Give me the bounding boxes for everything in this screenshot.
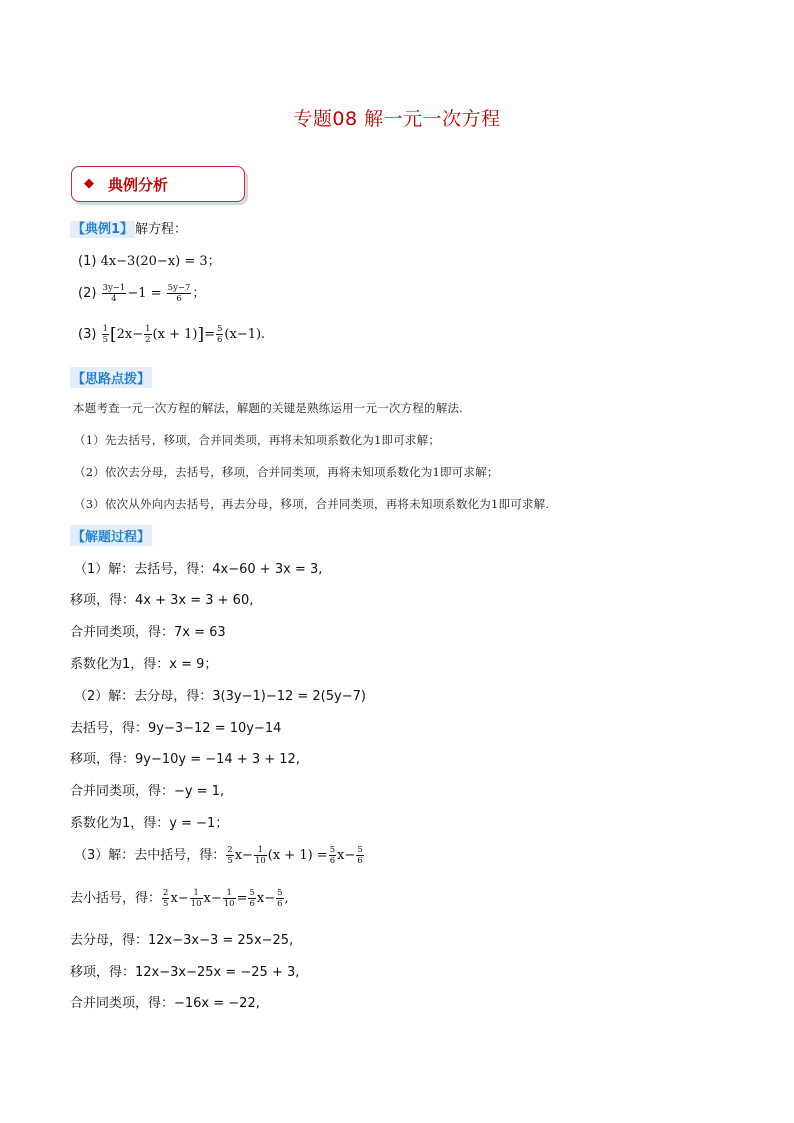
fraction: $\frac{2}{5}$ (227, 845, 233, 866)
fraction: $\frac{2}{5}$ (163, 888, 169, 909)
math-text: = (204, 327, 215, 342)
fraction: $\frac{5}{6}$ (217, 324, 223, 345)
solution-line: 合并同类项，得：−y = 1, (70, 784, 225, 799)
solution-line: 合并同类项，得：7x = 63 (70, 625, 226, 640)
section-header (71, 166, 245, 202)
math-text: x− (234, 848, 253, 863)
fraction: $\frac{5}{6}$ (249, 888, 255, 909)
problem-3-label: (3) (78, 327, 97, 342)
solution-line: 去分母，得：12x−3x−3 = 25x−25, (70, 933, 294, 948)
solution-line-10 (74, 844, 365, 866)
hint-item-2: （2）依次去分母，去括号，移项，合并同类项，再将未知项系数化为1即可求解； (74, 465, 499, 479)
fraction: $\frac{1}{10}$ (190, 888, 202, 909)
example-prompt: 解方程： (135, 222, 188, 237)
solution-line: 移项，得：12x−3x−25x = −25 + 3, (70, 965, 300, 980)
problem-2-label: (2) (78, 286, 97, 301)
math-text: 2x− (116, 327, 144, 342)
solution-line: （2）解：去分母，得：3(3y−1)−12 = 2(5y−7) (74, 689, 366, 704)
bracket-close: ] (197, 324, 205, 345)
solution-line-11 (70, 887, 289, 909)
example-heading (70, 218, 187, 237)
math-text: (x−1). (224, 327, 266, 342)
page-title: 专题08 解一元一次方程 (293, 108, 501, 130)
solution-line: 合并同类项，得：−16x = −22, (70, 996, 260, 1011)
math-text: −1 = (127, 286, 162, 301)
hint-item-1: （1）先去括号，移项，合并同类项，再将未知项系数化为1即可求解； (74, 433, 441, 447)
hint-tag: 【思路点拨】 (70, 367, 152, 388)
fraction: $\frac{5}{6}$ (357, 845, 363, 866)
solution-line: 系数化为1，得：y = −1； (70, 816, 229, 831)
math-text: x− (203, 891, 222, 906)
fraction: $\frac{1}{10}$ (254, 845, 266, 866)
hint-intro: 本题考查一元一次方程的解法，解题的关键是熟练运用一元一次方程的解法. (73, 401, 463, 415)
solution-text: （3）解：去中括号，得： (74, 848, 226, 863)
solution-line: 去括号，得：9y−3−12 = 10y−14 (70, 721, 282, 736)
problem-1-expr: 4x−3(20−x) = 3； (100, 254, 221, 269)
math-text: , (284, 891, 289, 906)
math-text: x− (337, 848, 356, 863)
math-text: x− (170, 891, 189, 906)
math-text: (x + 1) (152, 327, 198, 342)
bracket-open: [ (109, 324, 117, 345)
problem-1 (78, 250, 221, 269)
example-tag: 【典例1】 (72, 222, 134, 237)
problem-1-label: (1) (78, 254, 97, 269)
fraction: $\frac{3y-1}{4}$ (102, 283, 126, 304)
fraction: $\frac{1}{10}$ (223, 888, 235, 909)
fraction: $\frac{1}{2}$ (145, 324, 151, 345)
solution-text: 去小括号，得： (70, 891, 162, 906)
problem-3 (78, 324, 265, 345)
fraction: $\frac{1}{5}$ (102, 324, 108, 345)
problem-2 (78, 282, 205, 304)
math-text: = (236, 891, 248, 906)
solution-line: 系数化为1，得：x = 9； (70, 657, 218, 672)
math-text: x− (256, 891, 276, 906)
solution-tag: 【解题过程】 (70, 525, 152, 546)
math-text: (x + 1) = (267, 848, 328, 863)
hint-item-3: （3）依次从外向内去括号，再去分母，移项，合并同类项，再将未知项系数化为1即可求解. (74, 497, 550, 511)
section-label: 典例分析 (108, 176, 169, 194)
fraction: $\frac{5}{6}$ (329, 845, 336, 866)
solution-line: 移项，得：4x + 3x = 3 + 60, (70, 593, 254, 608)
fraction: $\frac{5}{6}$ (277, 888, 283, 909)
solution-line: 移项，得：9y−10y = −14 + 3 + 12, (70, 752, 300, 767)
diamond-icon: ◆ (84, 176, 94, 191)
fraction: $\frac{5y-7}{6}$ (167, 283, 191, 304)
math-text: ； (192, 286, 206, 301)
solution-line: （1）解：去括号，得：4x−60 + 3x = 3, (74, 562, 323, 577)
